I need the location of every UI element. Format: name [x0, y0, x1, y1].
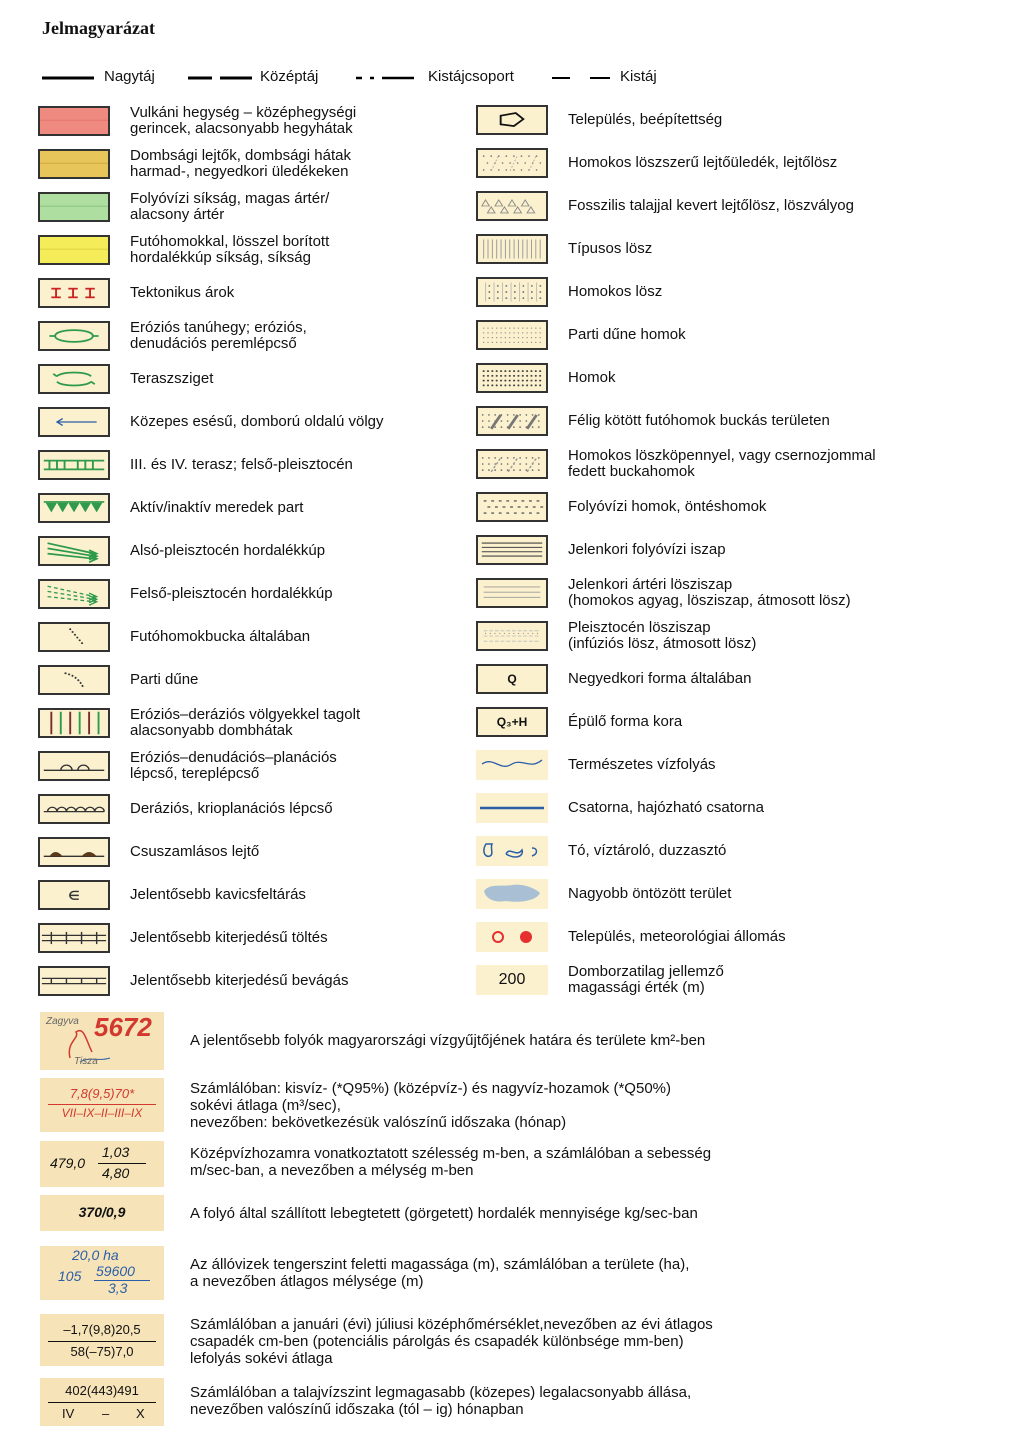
bottom-legend-row — [40, 1141, 1000, 1187]
left-legend-item — [38, 790, 488, 828]
description-line: Számlálóban a januári (évi) júliusi középhőmérséklet,nevezőben az évi átlagos — [190, 1316, 713, 1333]
bottom-legend-row — [40, 1246, 1000, 1300]
watershed-river-name: Zagyva — [46, 1016, 79, 1027]
form-age-icon — [476, 707, 548, 737]
label-line: fedett buckahomok — [568, 463, 695, 480]
label-line: Alsó-pleisztocén hordalékkúp — [130, 542, 326, 559]
label-line: Homok — [568, 369, 616, 386]
label-line: Eróziós–denudációs–planációs — [130, 749, 337, 766]
description-line: m/sec-ban, a nevezőben a mélység m-ben — [190, 1162, 474, 1179]
label-line: Település, beépítettség — [568, 111, 723, 128]
right-legend-item — [476, 574, 926, 612]
legend-title: Jelmagyarázat — [42, 18, 155, 38]
typical-loess-icon — [476, 234, 548, 264]
label-line: alacsony ártér — [130, 206, 225, 223]
bottom-legend-row — [40, 1378, 1000, 1426]
label-line: (homokos agyag, lösziszap, átmosott lösz) — [568, 592, 851, 609]
label-line: Homokos löszszerű lejtőüledék, lejtőlösz — [568, 154, 838, 171]
legend-label — [130, 274, 234, 312]
groundwater-period-from: IV — [62, 1406, 75, 1421]
label-line: Aktív/inaktív meredek part — [130, 499, 304, 516]
label-line: Félig kötött futóhomok buckás területen — [568, 412, 830, 429]
description-line: csapadék cm-ben (potenciális párolgás és csapadék különbsége mm-ben) — [190, 1333, 684, 1350]
legend-label — [130, 446, 353, 484]
left-legend-item — [38, 274, 488, 312]
left-legend-item — [38, 919, 488, 957]
fossil-soil-loess-icon — [476, 191, 548, 221]
legend-label — [568, 359, 616, 397]
legend-label — [130, 403, 384, 441]
right-legend-item — [476, 703, 926, 741]
label-line: Domborzatilag jellemző — [568, 963, 724, 980]
shore-sand-icon — [476, 320, 548, 350]
label-line: Futóhomokbucka általában — [130, 628, 311, 645]
legend-label — [568, 574, 851, 612]
fluvial-silt-icon — [476, 535, 548, 565]
gravel-pit-icon — [38, 880, 110, 910]
lake-area-value: 59600 — [96, 1263, 135, 1279]
left-legend-item — [38, 403, 488, 441]
lower-fan-icon — [38, 536, 110, 566]
groundwater-period-to: X — [136, 1406, 145, 1421]
sandy-loess-slope-icon — [476, 148, 548, 178]
hierarchy-kozeptaj: Középtáj — [260, 68, 319, 85]
fraction-line — [48, 1104, 156, 1105]
right-legend-item — [476, 531, 926, 569]
legend-label — [568, 402, 830, 440]
legend-label — [130, 188, 329, 226]
tectonic-trench-icon — [38, 278, 110, 308]
label-line: denudációs peremlépcső — [130, 335, 297, 352]
label-line: Eróziós–deráziós völgyekkel tagolt — [130, 706, 361, 723]
landslide-icon — [38, 837, 110, 867]
description-line: A jelentősebb folyók magyarországi vízgyűjtőjének határa és területe km²-ben — [190, 1032, 706, 1049]
right-legend-item — [476, 316, 926, 354]
left-legend-item — [38, 833, 488, 871]
terrace-icon — [38, 450, 110, 480]
left-legend-item — [38, 704, 488, 742]
yellow-fill-icon — [38, 235, 110, 265]
temperature-values: –1,7(9,8)20,5 — [63, 1322, 141, 1337]
label-line: Természetes vízfolyás — [568, 756, 716, 773]
label-line: Jelenkori folyóvízi iszap — [568, 541, 726, 558]
valley-arrow-icon — [38, 407, 110, 437]
hierarchy-nagytaj: Nagytáj — [104, 68, 155, 85]
station-icon — [476, 922, 548, 952]
right-legend-item — [476, 402, 926, 440]
right-legend-item — [476, 746, 926, 784]
precipitation-values: 58(–75)7,0 — [70, 1344, 134, 1359]
bottom-symbol-box — [40, 1314, 164, 1366]
svg-text:∈: ∈ — [68, 888, 80, 903]
description-line: nevezőben: bekövetkezésük valószínű időszaka (hónap) — [190, 1114, 567, 1131]
watershed-main-river: Tisza — [74, 1056, 98, 1067]
legend-label — [568, 617, 756, 655]
symbol-label: 200 — [498, 971, 526, 988]
legend-label — [568, 230, 652, 268]
quaternary-form-icon — [476, 664, 548, 694]
legend-label — [130, 919, 328, 957]
bottom-symbol-box — [40, 1141, 164, 1187]
bottom-symbol-box — [40, 1078, 164, 1132]
lake-elevation: 105 — [58, 1268, 82, 1284]
fraction-line — [48, 1402, 156, 1403]
groundwater-period-dash: – — [102, 1406, 110, 1421]
label-line: hordalékkúp síkság, síkság — [130, 249, 311, 266]
label-line: Csatorna, hajózható csatorna — [568, 799, 764, 816]
groundwater-levels: 402(443)491 — [65, 1383, 139, 1398]
elevation-value-icon — [476, 965, 548, 995]
discharge-denominator: VII–IX–II–III–IX — [61, 1106, 143, 1120]
fraction-line — [48, 1341, 156, 1342]
upper-fan-icon — [38, 579, 110, 609]
right-legend-item — [476, 273, 926, 311]
left-legend-item — [38, 962, 488, 1000]
left-legend-item — [38, 231, 488, 269]
right-legend-item — [476, 789, 926, 827]
label-line: Folyóvízi homok, öntéshomok — [568, 498, 767, 515]
label-line: Közepes esésű, domború oldalú völgy — [130, 413, 384, 430]
cryoplanation-icon — [38, 794, 110, 824]
bottom-legend-row — [40, 1195, 1000, 1231]
right-legend-item — [476, 187, 926, 225]
right-legend-item — [476, 359, 926, 397]
label-line: Épülő forma kora — [568, 713, 683, 730]
settlement-icon — [476, 105, 548, 135]
description-line: nevezőben valószínű időszaka (tól – ig) hónapban — [190, 1401, 524, 1418]
legend-label — [130, 231, 329, 269]
description-line: Középvízhozamra vonatkoztatott szélesség m-ben, a számlálóban a sebesség — [190, 1145, 712, 1162]
legend-label — [568, 746, 716, 784]
label-line: Homokos löszköpennyel, vagy csernozjommal — [568, 447, 876, 464]
bottom-legend-row — [40, 1012, 1000, 1070]
left-legend-item — [38, 446, 488, 484]
description-line: Számlálóban: kisvíz- (*Q95%) (középvíz-) és nagyvíz-hozamok (*Q50%) — [190, 1080, 671, 1097]
label-line: Jelenkori ártéri lösziszap — [568, 576, 733, 593]
green-fill-icon — [38, 192, 110, 222]
semi-fixed-sand-icon — [476, 406, 548, 436]
label-line: alacsonyabb dombhátak — [130, 722, 293, 739]
label-line: Deráziós, krioplanációs lépcső — [130, 800, 333, 817]
boundary-hierarchy — [42, 68, 1002, 88]
irrigated-area-icon — [476, 879, 548, 909]
label-line: Folyóvízi síkság, magas ártér/ — [130, 190, 330, 207]
label-line: III. és IV. terasz; felső-pleisztocén — [130, 456, 353, 473]
legend-label — [568, 789, 764, 827]
left-legend-item — [38, 145, 488, 183]
left-legend-item — [38, 489, 488, 527]
label-line: Vulkáni hegység – középhegységi — [130, 104, 357, 121]
terrace-island-icon — [38, 364, 110, 394]
legend-label — [130, 661, 198, 699]
pleistocene-silt-icon — [476, 621, 548, 651]
watershed-area-value: 5672 — [94, 1012, 152, 1042]
bottom-symbol-box — [40, 1378, 164, 1426]
legend-label — [568, 961, 724, 999]
label-line: Fosszilis talajjal kevert lejtőlösz, löszvályog — [568, 197, 854, 214]
legend-label — [568, 101, 722, 139]
right-legend-item — [476, 144, 926, 182]
label-line: Dombsági lejtők, dombsági hátak — [130, 147, 351, 164]
legend-label — [568, 875, 731, 913]
legend-label — [130, 532, 325, 570]
bottom-legend-description — [190, 1145, 711, 1179]
natural-stream-icon — [476, 750, 548, 780]
shore-dune-icon — [38, 665, 110, 695]
bottom-legend-description — [190, 1205, 698, 1222]
sandy-loess-icon — [476, 277, 548, 307]
right-legend-item — [476, 660, 926, 698]
bottom-legend-description — [190, 1384, 691, 1418]
left-legend-item — [38, 188, 488, 226]
legend-label — [130, 145, 351, 183]
bottom-legend-description — [190, 1316, 713, 1367]
label-line: magassági érték (m) — [568, 979, 705, 996]
symbol-label: Q₃+H — [496, 715, 528, 729]
right-legend-item — [476, 832, 926, 870]
left-legend-item — [38, 102, 488, 140]
legend-label — [130, 704, 360, 742]
discharge-numerator: 7,8(9,5)70* — [69, 1086, 135, 1101]
left-legend-item — [38, 747, 488, 785]
label-line: Csuszamlásos lejtő — [130, 843, 260, 860]
legend-label — [130, 747, 337, 785]
loess-covered-sand-icon — [476, 449, 548, 479]
lake-depth: 3,3 — [108, 1280, 128, 1296]
planation-step-icon — [38, 751, 110, 781]
red-fill-icon — [38, 106, 110, 136]
hierarchy-kistaj: Kistáj — [620, 68, 657, 85]
legend-label — [568, 531, 726, 569]
legend-label — [130, 618, 310, 656]
bottom-legend-description — [190, 1032, 705, 1049]
hierarchy-kistajcsoport: Kistájcsoport — [428, 68, 514, 85]
right-legend-item — [476, 488, 926, 526]
lake-icon — [476, 836, 548, 866]
label-line: gerincek, alacsonyabb hegyhátak — [130, 120, 353, 137]
embankment-icon — [38, 923, 110, 953]
label-line: (infúziós lösz, átmosott lösz) — [568, 635, 757, 652]
ochre-fill-icon — [38, 149, 110, 179]
legend-label — [568, 144, 837, 182]
cutting-icon — [38, 966, 110, 996]
label-line: Futóhomokkal, lösszel borított — [130, 233, 330, 250]
bottom-symbol-box — [40, 1012, 164, 1070]
legend-label — [568, 187, 854, 225]
left-legend-item — [38, 532, 488, 570]
bottom-legend-description — [190, 1256, 689, 1290]
legend-label — [568, 488, 766, 526]
bottom-legend-description — [190, 1080, 671, 1131]
label-line: Teraszsziget — [130, 370, 214, 387]
valley-lines-icon — [38, 708, 110, 738]
legend-label — [568, 832, 726, 870]
label-line: Eróziós tanúhegy; eróziós, — [130, 319, 307, 336]
erosion-hill-icon — [38, 321, 110, 351]
description-line: Számlálóban a talajvízszint legmagasabb (közepes) legalacsonyabb állása, — [190, 1384, 692, 1401]
legend-label — [568, 918, 786, 956]
description-line: sokévi átlaga (m³/sec), — [190, 1097, 341, 1114]
bottom-symbol-box — [40, 1246, 164, 1300]
legend-label — [568, 445, 876, 483]
bottom-symbol-box — [40, 1195, 164, 1231]
label-line: Parti dűne — [130, 671, 199, 688]
label-line: Jelentősebb kavicsfeltárás — [130, 886, 306, 903]
left-legend-item — [38, 317, 488, 355]
channel-width: 479,0 — [50, 1155, 86, 1171]
legend-label — [130, 575, 333, 613]
label-line: Tó, víztároló, duzzasztó — [568, 842, 727, 859]
right-legend-item — [476, 445, 926, 483]
legend-label — [130, 102, 356, 140]
legend-label — [568, 703, 682, 741]
legend-label — [130, 360, 213, 398]
label-line: Felső-pleisztocén hordalékkúp — [130, 585, 333, 602]
canal-icon — [476, 793, 548, 823]
symbol-label: Q — [507, 672, 517, 686]
label-line: Negyedkori forma általában — [568, 670, 752, 687]
description-line: a nevezőben átlagos mélysége (m) — [190, 1273, 424, 1290]
label-line: Típusos lösz — [568, 240, 653, 257]
label-line: Település, meteorológiai állomás — [568, 928, 786, 945]
description-line: Az állóvizek tengerszint feletti magassága (m), számlálóban a területe (ha), — [190, 1256, 690, 1273]
steep-bank-icon — [38, 493, 110, 523]
floodplain-silt-icon — [476, 578, 548, 608]
label-line: Parti dűne homok — [568, 326, 686, 343]
label-line: Jelentősebb kiterjedésű töltés — [130, 929, 328, 946]
left-legend-item — [38, 661, 488, 699]
label-line: Nagyobb öntözött terület — [568, 885, 732, 902]
right-legend-item — [476, 875, 926, 913]
label-line: Homokos lösz — [568, 283, 663, 300]
fluvial-sand-icon — [476, 492, 548, 522]
sediment-load: 370/0,9 — [78, 1204, 126, 1220]
left-legend-item — [38, 575, 488, 613]
description-line: A folyó által szállított lebegtetett (görgetett) hordalék mennyisége kg/sec-ban — [190, 1205, 698, 1222]
label-line: Jelentősebb kiterjedésű bevágás — [130, 972, 349, 989]
legend-label — [568, 273, 662, 311]
left-legend-item — [38, 618, 488, 656]
label-line: harmad-, negyedkori üledékeken — [130, 163, 349, 180]
right-legend-item — [476, 961, 926, 999]
legend-label — [130, 489, 303, 527]
bottom-legend-row — [40, 1314, 1000, 1366]
left-legend-item — [38, 360, 488, 398]
label-line: lépcső, tereplépcső — [130, 765, 260, 782]
lake-area: 20,0 ha — [72, 1247, 119, 1263]
right-legend-item — [476, 617, 926, 655]
legend-label — [568, 660, 751, 698]
sand-dune-dots-icon — [38, 622, 110, 652]
label-line: Tektonikus árok — [130, 284, 235, 301]
legend-label — [130, 962, 348, 1000]
channel-depth: 4,80 — [102, 1165, 130, 1181]
legend-label — [130, 317, 307, 355]
right-legend-item — [476, 101, 926, 139]
fraction-line — [98, 1163, 146, 1164]
right-legend-item — [476, 918, 926, 956]
legend-label — [130, 833, 259, 871]
legend-label — [130, 876, 306, 914]
bottom-legend-row — [40, 1078, 1000, 1132]
legend-label — [568, 316, 686, 354]
flow-velocity: 1,03 — [102, 1144, 130, 1160]
sand-icon — [476, 363, 548, 393]
label-line: Pleisztocén lösziszap — [568, 619, 711, 636]
left-legend-item — [38, 876, 488, 914]
description-line: lefolyás sokévi átlaga — [190, 1350, 333, 1367]
legend-label — [130, 790, 333, 828]
right-legend-item — [476, 230, 926, 268]
